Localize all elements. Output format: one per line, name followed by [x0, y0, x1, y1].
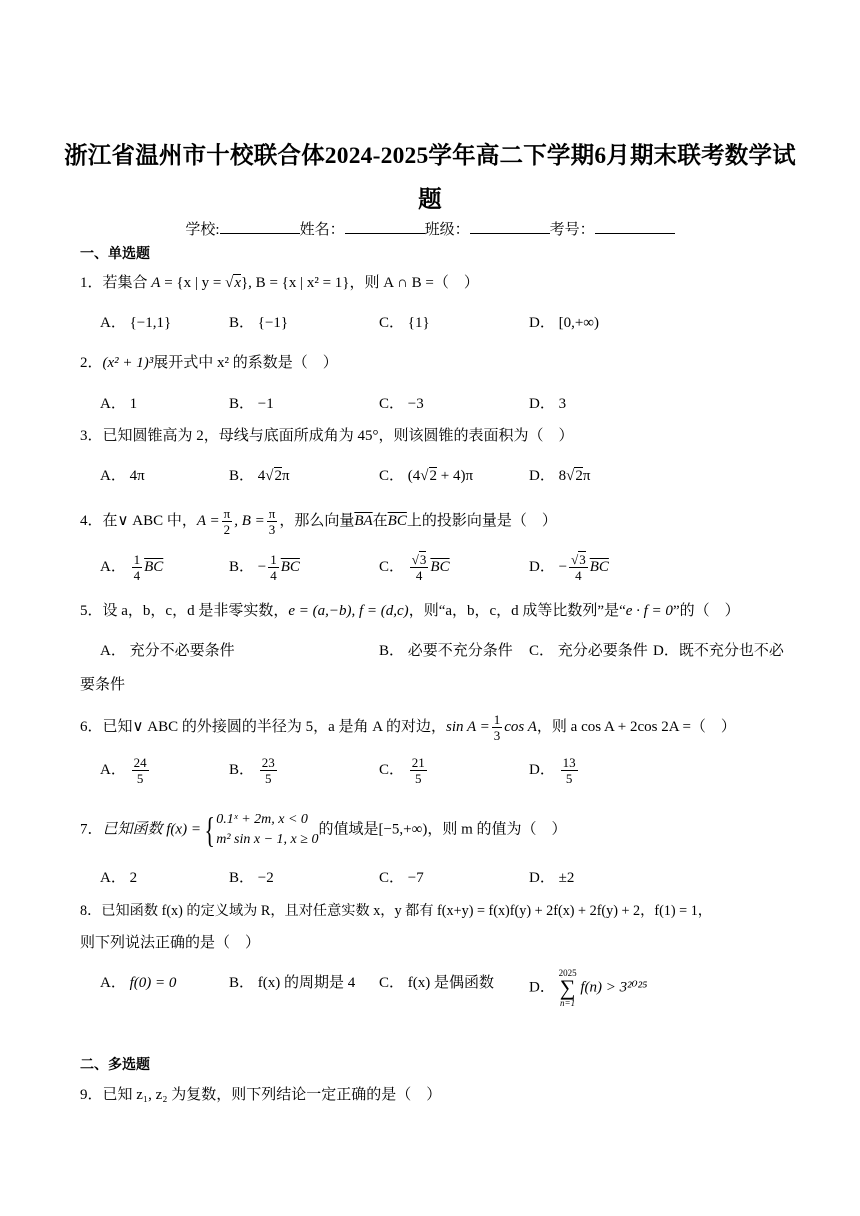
q2-option-d[interactable]	[529, 393, 566, 415]
q7-prefix: 已知函数 f(x) =	[102, 821, 201, 838]
option-label: C．	[529, 643, 555, 659]
option-text: 必要不充分条件	[407, 643, 513, 659]
q6-cos: cos A	[504, 718, 537, 735]
option-text: 要条件	[80, 677, 126, 693]
option-text: π	[582, 468, 591, 484]
q4-angle-a: A =	[196, 512, 220, 529]
option-frac	[132, 552, 143, 583]
q4-option-c[interactable]	[379, 552, 450, 583]
option-label: D．	[653, 643, 679, 659]
exam-title-line2: 题	[418, 187, 442, 213]
option-text: −2	[257, 870, 274, 886]
q7-option-a[interactable]	[100, 867, 137, 889]
option-label: C．	[379, 870, 405, 886]
q7-cases	[216, 810, 318, 850]
option-sqrt: 3	[419, 552, 427, 567]
q6-option-c[interactable]	[379, 755, 429, 786]
option-label: B．	[229, 396, 255, 412]
option-label: D．	[529, 761, 555, 778]
option-label: D．	[529, 315, 555, 331]
option-label: A．	[100, 870, 126, 886]
q6-number: 6．	[80, 718, 103, 735]
exam-no-label: 考号：	[549, 222, 595, 238]
numerator: 23	[261, 755, 275, 770]
q4-prefix: 在∨ ABC 中，	[102, 512, 197, 529]
q8-number: 8．	[80, 903, 102, 919]
denominator: 5	[415, 771, 422, 786]
q8-option-a[interactable]	[100, 972, 176, 994]
q4-mid: ，那么向量	[279, 512, 355, 529]
q6-option-b[interactable]	[229, 755, 279, 786]
option-text: {−1,1}	[129, 315, 172, 331]
q1-option-d[interactable]	[529, 312, 599, 334]
q5-text2: ，则“a，b，c，d 成等比数列”是“	[408, 603, 626, 619]
q4-option-a[interactable]	[100, 552, 163, 583]
q2-option-c[interactable]	[379, 393, 424, 415]
q4-frac-pi-2	[222, 506, 233, 537]
option-text: 充分必要条件	[557, 643, 648, 659]
option-text: [0,+∞)	[558, 315, 599, 331]
q9-number: 9．	[80, 1087, 103, 1103]
q4-frac-pi-3	[267, 506, 278, 537]
option-text: 3	[558, 396, 567, 412]
q4-option-d[interactable]	[529, 552, 609, 583]
left-brace-icon: {	[204, 810, 215, 850]
question-9	[80, 1084, 790, 1106]
option-vector: $\overline{BC}$	[144, 558, 164, 575]
q3-option-c[interactable]: C． (4√2 + 4)π	[379, 468, 474, 484]
option-label: A．	[100, 761, 126, 778]
option-label: B．	[229, 315, 255, 331]
question-8	[80, 900, 790, 922]
option-text: 2	[129, 870, 138, 886]
option-sqrt: 2	[429, 468, 437, 484]
q8-option-b[interactable]	[229, 972, 355, 994]
denominator: 4	[133, 568, 141, 583]
q8-option-d[interactable]	[529, 968, 647, 1008]
numerator: 24	[133, 755, 147, 770]
question-5	[80, 600, 790, 622]
numerator: 1	[493, 712, 501, 727]
numerator: π	[268, 506, 276, 521]
numerator: 13	[562, 755, 576, 770]
option-label: B．	[379, 643, 405, 659]
denominator: 5	[136, 771, 144, 786]
option-frac	[410, 755, 427, 786]
option-vector: $\overline{BC}$	[430, 558, 450, 575]
q4-mid2: 在	[372, 512, 388, 529]
q4-vector-ba: $\overline{BA}$	[354, 512, 373, 529]
option-text: π	[282, 468, 290, 484]
question-1: 1．若集合 A = {x | y = √x}, B = {x | x² = 1}，则 A ∩ B =（ ）	[80, 275, 479, 291]
option-label: C．	[379, 761, 405, 778]
option-vector: $\overline{BC}$	[589, 558, 609, 575]
option-label: C．	[379, 396, 405, 412]
option-label: B．	[229, 870, 255, 886]
q3-number: 3．	[80, 428, 103, 444]
q5-number: 5．	[80, 603, 103, 619]
name-label: 姓名：	[299, 222, 345, 238]
q5-option-c[interactable]	[529, 640, 648, 662]
option-label: A．	[100, 558, 126, 575]
q5-option-d[interactable]	[653, 640, 784, 662]
option-text: 1	[129, 396, 138, 412]
student-info-row	[0, 218, 860, 239]
q1-set-b-def: }, B = {x | x² = 1}	[240, 275, 350, 291]
option-text: ±2	[558, 870, 575, 886]
option-frac	[132, 755, 149, 786]
q3-option-a[interactable]	[100, 465, 145, 487]
q1-set-a-def: = {x | y =	[160, 275, 226, 291]
name-blank	[345, 220, 425, 234]
q1-set-a: A	[151, 275, 161, 291]
q5-text1: 设 a，b，c，d 是非零实数，	[102, 603, 289, 619]
q9-text: 已知 z₁, z₂ 为复数，则下列结论一定正确的是（ ）	[102, 1087, 442, 1103]
q1-option-a[interactable]	[100, 312, 171, 334]
denominator: 3	[493, 728, 501, 743]
denominator: 4	[270, 568, 277, 583]
option-text: {−1}	[257, 315, 289, 331]
q7-option-b[interactable]	[229, 867, 274, 889]
option-frac	[569, 552, 588, 583]
option-label: A．	[100, 468, 126, 484]
case-1: 0.1ˣ + 2m, x < 0	[216, 812, 308, 827]
class-label: 班级：	[424, 222, 470, 238]
option-text: 既不充分也不必	[678, 643, 784, 659]
q4-vector-bc: $\overline{BC}$	[387, 512, 407, 529]
q2-option-b[interactable]	[229, 393, 274, 415]
question-6	[80, 712, 790, 743]
q5-option-a[interactable]	[100, 640, 235, 662]
option-label: A．	[100, 643, 126, 659]
option-text: −3	[407, 396, 424, 412]
q1-number: 1．	[80, 275, 103, 291]
numerator: √3	[571, 552, 586, 567]
question-8-line2	[80, 932, 790, 954]
option-sqrt: 2	[274, 468, 282, 484]
q8-line1: 已知函数 f(x) 的定义域为 R，且对任意实数 x，y 都有 f(x+y) = f(x)f(y) + 2f(x) + 2f(y) + 2，f(1) = 1，	[101, 903, 712, 919]
option-sqrt: 3	[579, 552, 586, 567]
option-label: B．	[229, 468, 255, 484]
denominator: 5	[565, 771, 573, 786]
exam-no-blank	[595, 220, 675, 234]
option-text: f(n) > 3²⁰²⁵	[580, 979, 648, 996]
q5-dot-product: e · f = 0	[625, 603, 673, 619]
q7-number: 7．	[80, 821, 103, 838]
q5-option-d-continued	[80, 674, 125, 696]
q7-suffix: 的值域是[−5,+∞)，则 m 的值为（ ）	[318, 821, 567, 838]
sum-lower: n=1	[560, 998, 576, 1008]
q5-vector-defs: e = (a,−b), f = (d,c)	[288, 603, 409, 619]
option-label: D．	[529, 870, 555, 886]
option-text: f(0) = 0	[129, 975, 177, 991]
q4-option-b[interactable]	[229, 552, 300, 583]
q8-option-c[interactable]	[379, 972, 494, 994]
option-text: f(x) 的周期是 4	[257, 975, 356, 991]
section-single-choice: 一、单选题	[80, 247, 150, 262]
q1-suffix: ，则 A ∩ B =（ ）	[349, 275, 479, 291]
sigma-icon: 2025 ∑ n=1	[558, 968, 577, 1008]
option-frac	[561, 755, 578, 786]
q3-option-d[interactable]: D． 8√2π	[529, 468, 591, 484]
numerator: √3	[411, 552, 427, 567]
q2-expression: (x² + 1)³	[102, 355, 154, 371]
question-4	[80, 506, 790, 537]
denominator: 5	[265, 771, 272, 786]
denominator: 3	[268, 522, 276, 537]
option-label: C．	[379, 558, 405, 575]
q2-number: 2．	[80, 355, 103, 371]
option-text: f(x) 是偶函数	[407, 975, 495, 991]
denominator: 2	[223, 522, 231, 537]
option-label: A．	[100, 315, 126, 331]
numerator: 21	[411, 755, 425, 770]
q5-option-b[interactable]	[379, 640, 513, 662]
q1-sqrt-arg: x	[234, 275, 241, 291]
option-label: B．	[229, 761, 255, 778]
case-2: m² sin x − 1, x ≥ 0	[216, 832, 319, 847]
option-sqrt: 2	[575, 468, 583, 484]
sum-upper: 2025	[558, 968, 577, 978]
section-multi-choice: 二、多选题	[80, 1058, 150, 1073]
option-label: B．	[229, 975, 255, 991]
option-frac	[268, 552, 279, 583]
option-text: {1}	[407, 315, 430, 331]
option-sign: −	[558, 558, 568, 575]
denominator: 4	[415, 568, 423, 583]
numerator: 1	[270, 552, 277, 567]
option-text: + 4)π	[437, 468, 474, 484]
q3-text: 已知圆锥高为 2，母线与底面所成角为 45°，则该圆锥的表面积为（ ）	[102, 428, 574, 444]
q1-prefix: 若集合	[102, 275, 152, 291]
question-7	[80, 810, 790, 850]
question-3	[80, 425, 790, 447]
q6-option-d[interactable]	[529, 755, 580, 786]
exam-title-line1: 浙江省温州市十校联合体2024-2025学年高二下学期6月期末联考数学试	[64, 143, 796, 169]
q6-sin: sin A =	[446, 718, 490, 735]
option-text: 充分不必要条件	[129, 643, 235, 659]
q4-suffix: 上的投影向量是（ ）	[406, 512, 557, 529]
class-blank	[470, 220, 550, 234]
option-label: D．	[529, 558, 555, 575]
denominator: 4	[575, 568, 582, 583]
option-vector: $\overline{BC}$	[280, 558, 300, 575]
option-text: 4	[257, 468, 266, 484]
q4-angle-b: , B =	[234, 512, 265, 529]
option-label: D．	[529, 396, 555, 412]
q2-option-a[interactable]	[100, 393, 137, 415]
option-label: A．	[100, 975, 126, 991]
q8-line2: 则下列说法正确的是（ ）	[80, 935, 261, 951]
q1-option-c[interactable]	[379, 312, 430, 334]
q2-suffix: 展开式中 x² 的系数是（ ）	[153, 355, 338, 371]
option-label: A．	[100, 396, 126, 412]
option-text: 8	[558, 468, 567, 484]
option-sign: −	[257, 558, 267, 575]
option-text: −7	[407, 870, 424, 886]
option-label: C．	[379, 468, 405, 484]
option-frac	[260, 755, 277, 786]
school-blank	[220, 220, 300, 234]
numerator: 1	[133, 552, 141, 567]
option-label: D．	[529, 468, 555, 484]
q4-number: 4．	[80, 512, 103, 529]
school-label: 学校:	[185, 222, 220, 238]
option-text: 4π	[129, 468, 145, 484]
q7-option-c[interactable]	[379, 867, 424, 889]
option-label: D．	[529, 979, 555, 996]
q5-text3: ”的（ ）	[672, 603, 740, 619]
option-label: B．	[229, 558, 255, 575]
q3-option-b[interactable]: B． 4√2π	[229, 468, 290, 484]
option-frac	[410, 552, 429, 583]
option-label: C．	[379, 975, 405, 991]
q6-prefix: 已知∨ ABC 的外接圆的半径为 5，a 是角 A 的对边，	[102, 718, 447, 735]
option-text: (4	[407, 468, 421, 484]
numerator: π	[223, 506, 231, 521]
question-2	[80, 352, 790, 374]
q6-option-a[interactable]	[100, 755, 151, 786]
option-label: C．	[379, 315, 405, 331]
q6-suffix: ，则 a cos A + 2cos 2A =（ ）	[536, 718, 736, 735]
option-text: −1	[257, 396, 274, 412]
q6-frac-1-3	[492, 712, 503, 743]
q1-option-b[interactable]	[229, 312, 288, 334]
q7-option-d[interactable]	[529, 867, 574, 889]
